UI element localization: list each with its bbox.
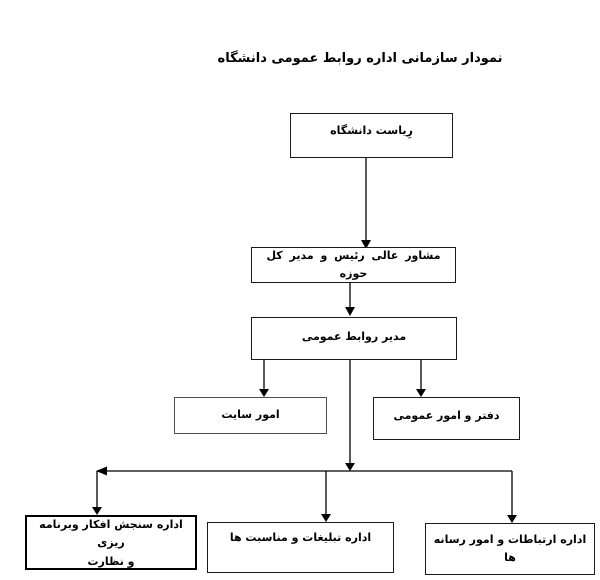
node-label: مشاور عالی رئیس و مدیر کل حوزه xyxy=(266,248,441,280)
node-label-line2: و نظارت xyxy=(87,554,135,568)
node-senior-advisor-director-general xyxy=(251,247,456,283)
connector-rail-to-opinion-polling xyxy=(92,471,102,515)
node-label: مدیر روابط عمومی xyxy=(301,329,407,343)
arrow-down-icon xyxy=(92,507,102,515)
node-public-relations-manager xyxy=(251,317,457,360)
connector-rail-to-advertising xyxy=(321,471,331,522)
arrow-down-icon xyxy=(345,307,355,316)
node-advertising-occasions xyxy=(207,522,394,573)
node-label: اداره ارتباطات و امور رسانه ها xyxy=(433,533,587,565)
node-communications-media-affairs xyxy=(425,523,595,575)
node-opinion-polling-planning-supervision xyxy=(25,515,197,570)
node-office-general-affairs xyxy=(373,397,520,440)
connector-rail-to-communications xyxy=(507,471,517,523)
chart-title: نمودار سازمانی اداره روابط عمومی دانشگاه xyxy=(217,51,503,66)
node-university-presidency xyxy=(290,113,453,158)
arrow-down-icon xyxy=(507,515,517,523)
node-label: دفتر و امور عمومی xyxy=(393,408,500,422)
connector-pr-to-office-general xyxy=(416,360,426,397)
connector-pr-to-site-affairs xyxy=(259,360,269,397)
node-label: رِیاست دانشگاه xyxy=(330,124,413,138)
connector-advisor-to-pr-manager xyxy=(345,283,355,316)
arrow-down-icon xyxy=(259,389,269,397)
connector-pr-to-distributor xyxy=(345,360,355,471)
connector-president-to-advisor xyxy=(361,158,371,249)
arrow-down-icon xyxy=(416,389,426,397)
arrow-down-icon xyxy=(321,514,331,522)
node-label-line1: اداره سنجش افکار وبرنامه ریزی xyxy=(39,518,183,550)
node-label: امور سایت xyxy=(221,408,280,422)
distributor-rail xyxy=(96,467,512,476)
node-site-affairs xyxy=(174,397,327,434)
arrow-down-icon xyxy=(345,463,355,471)
node-label: اداره تبلیغات و مناسبت ها xyxy=(229,531,372,544)
